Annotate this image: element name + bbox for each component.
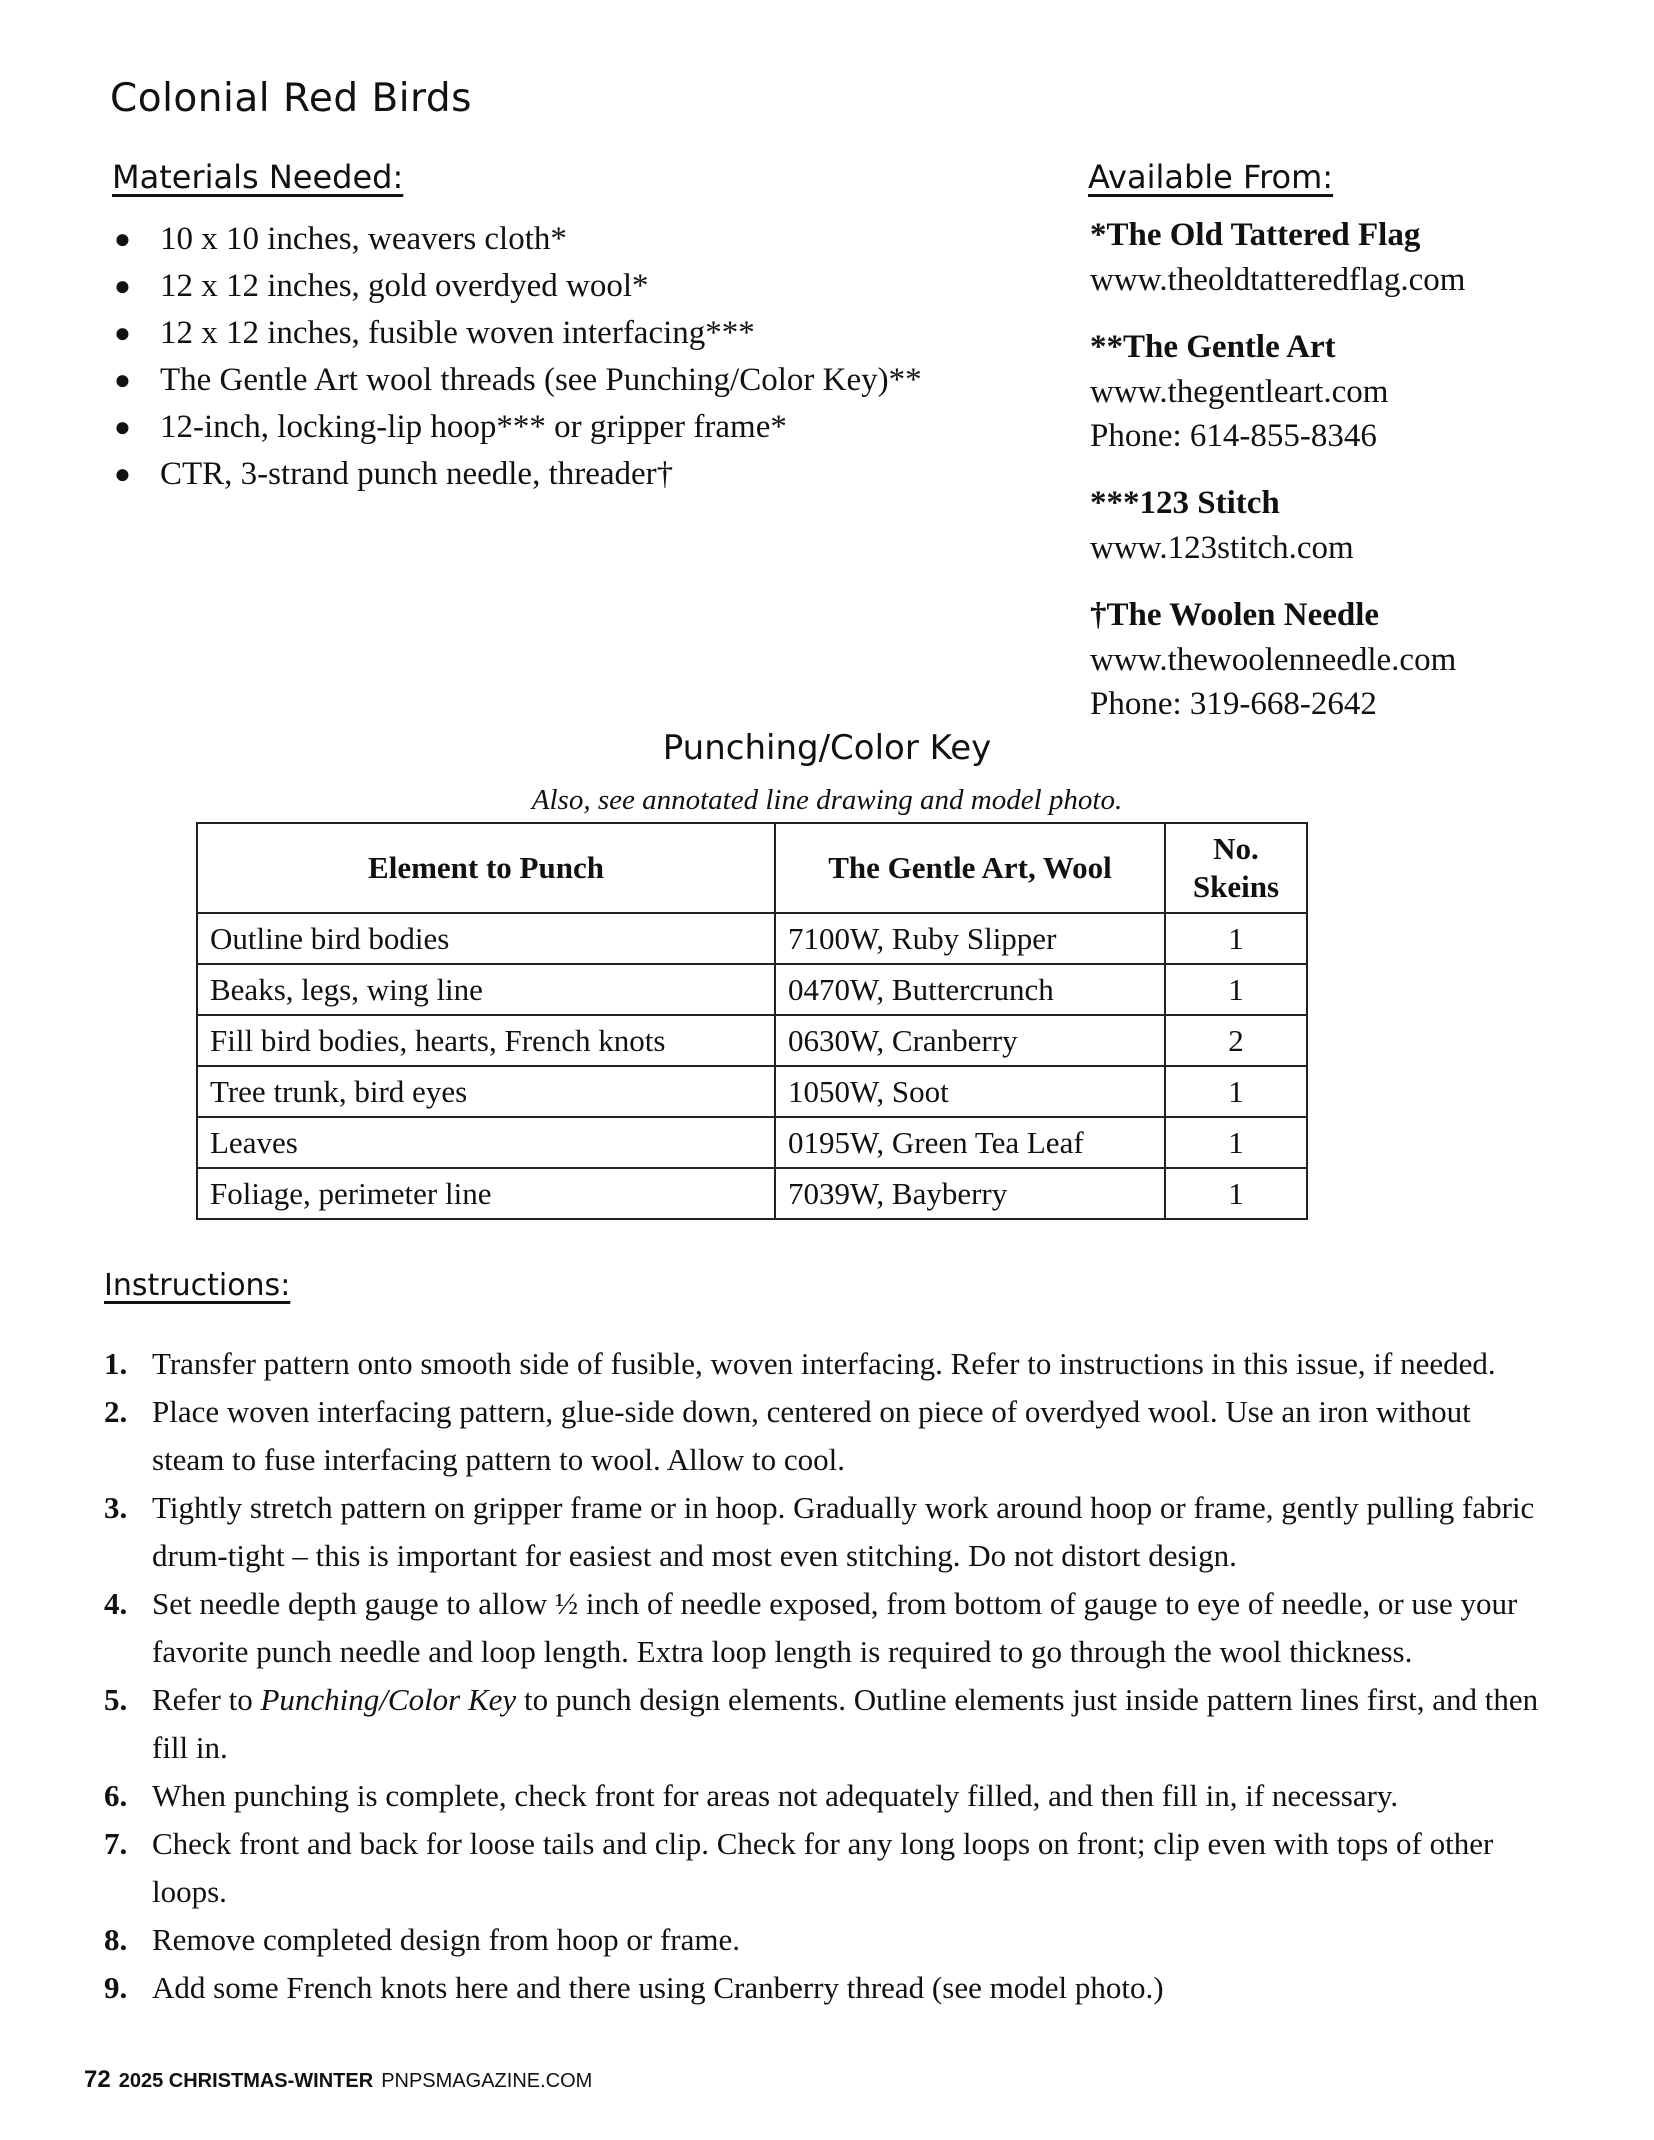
wool-cell: 0195W, Green Tea Leaf (775, 1117, 1165, 1168)
table-header-row (197, 823, 1307, 913)
materials-heading: Materials Needed: (112, 158, 404, 196)
vendor-name: ***123 Stitch (1090, 485, 1280, 521)
step-number: 7. (104, 1826, 128, 1861)
skeins-cell: 1 (1165, 964, 1307, 1015)
instruction-step (104, 1772, 1544, 1820)
available-heading: Available From: (1088, 158, 1334, 196)
table-row (197, 964, 1307, 1015)
table-row (197, 1066, 1307, 1117)
materials-list (110, 216, 922, 498)
materials-item: ● CTR, 3-strand punch needle, threader† (110, 451, 922, 498)
step-number: 8. (104, 1922, 128, 1957)
bullet-icon: ● (114, 271, 131, 302)
element-cell: Leaves (197, 1117, 775, 1168)
step-number: 2. (104, 1394, 128, 1429)
step-number: 4. (104, 1586, 128, 1621)
materials-item: ● 12 x 12 inches, gold overdyed wool* (110, 263, 922, 310)
wool-cell: 7100W, Ruby Slipper (775, 913, 1165, 964)
column-header-wool: The Gentle Art, Wool (775, 823, 1165, 913)
vendor-name: **The Gentle Art (1090, 329, 1336, 365)
wool-cell: 0630W, Cranberry (775, 1015, 1165, 1066)
wool-cell: 0470W, Buttercrunch (775, 964, 1165, 1015)
vendor-phone: Phone: 319-668-2642 (1090, 686, 1377, 722)
column-header-skeins: No. Skeins (1165, 823, 1307, 913)
instruction-step (104, 1676, 1544, 1772)
vendor-website[interactable]: www.theoldtatteredflag.com (1090, 262, 1466, 298)
color-key-table (196, 822, 1308, 1220)
page-title: Colonial Red Birds (110, 76, 472, 121)
step-text: Set needle depth gauge to allow ½ inch of needle exposed, from bottom of gauge to eye of needle, or use your favorite punch needle and loop length. Extra loop length is required to go through the wool thickness. (152, 1586, 1518, 1669)
vendor-gentle-art (1090, 324, 1630, 458)
column-header-element: Element to Punch (197, 823, 775, 913)
step-text: Tightly stretch pattern on gripper frame or in hoop. Gradually work around hoop or frame, gently pulling fabric drum-tight – this is important for easiest and most even stitching. Do not distort design. (152, 1490, 1535, 1573)
step-text-emphasis: Punching/Color Key (260, 1682, 517, 1717)
step-number: 6. (104, 1778, 128, 1813)
vendor-woolen-needle (1090, 592, 1630, 726)
table-row (197, 1015, 1307, 1066)
materials-item: ● 10 x 10 inches, weavers cloth* (110, 216, 922, 263)
step-text: When punching is complete, check front for areas not adequately filled, and then fill in, if necessary. (152, 1778, 1399, 1813)
step-number: 1. (104, 1346, 128, 1381)
step-text-pre: Refer to (152, 1682, 261, 1717)
instruction-step (104, 1916, 1544, 1964)
element-cell: Foliage, perimeter line (197, 1168, 775, 1219)
element-cell: Beaks, legs, wing line (197, 964, 775, 1015)
element-cell: Tree trunk, bird eyes (197, 1066, 775, 1117)
step-text: Add some French knots here and there using Cranberry thread (see model photo.) (152, 1970, 1164, 2005)
materials-item: ● 12 x 12 inches, fusible woven interfacing*** (110, 310, 922, 357)
instruction-step (104, 1964, 1544, 2012)
page-footer (84, 2066, 592, 2094)
element-cell: Fill bird bodies, hearts, French knots (197, 1015, 775, 1066)
table-row (197, 1117, 1307, 1168)
instructions-heading: Instructions: (104, 1268, 291, 1303)
instruction-step (104, 1388, 1544, 1484)
skeins-cell: 1 (1165, 1168, 1307, 1219)
bullet-icon: ● (114, 459, 131, 490)
vendor-website[interactable]: www.thegentleart.com (1090, 374, 1389, 410)
website-label[interactable]: PNPSMAGAZINE.COM (381, 2070, 593, 2092)
skeins-cell: 1 (1165, 1066, 1307, 1117)
wool-cell: 1050W, Soot (775, 1066, 1165, 1117)
instructions-list (104, 1340, 1544, 2012)
color-key-heading: Punching/Color Key (662, 728, 992, 768)
step-text-post: to punch design elements. Outline elements just inside pattern lines first, and then fill in. (152, 1682, 1539, 1765)
step-number: 3. (104, 1490, 128, 1525)
instruction-step (104, 1580, 1544, 1676)
skeins-cell: 2 (1165, 1015, 1307, 1066)
bullet-icon: ● (114, 412, 131, 443)
instruction-step (104, 1484, 1544, 1580)
bullet-icon: ● (114, 365, 131, 396)
wool-cell: 7039W, Bayberry (775, 1168, 1165, 1219)
step-text: Place woven interfacing pattern, glue-side down, centered on piece of overdyed wool. Use an iron without steam to fuse interfacing pattern to wool. Allow to cool. (152, 1394, 1471, 1477)
step-number: 9. (104, 1970, 128, 2005)
vendor-phone: Phone: 614-855-8346 (1090, 418, 1377, 454)
instruction-step (104, 1820, 1544, 1916)
vendor-name: †The Woolen Needle (1090, 597, 1380, 633)
page-number: 72 (84, 2066, 111, 2093)
instruction-step (104, 1340, 1544, 1388)
vendor-website[interactable]: www.thewoolenneedle.com (1090, 642, 1457, 678)
vendor-list (1090, 212, 1630, 748)
skeins-cell: 1 (1165, 1117, 1307, 1168)
element-cell: Outline bird bodies (197, 913, 775, 964)
vendor-old-tattered-flag (1090, 212, 1630, 302)
materials-item: ● The Gentle Art wool threads (see Punching/Color Key)** (110, 357, 922, 404)
vendor-name: *The Old Tattered Flag (1090, 217, 1421, 253)
step-number: 5. (104, 1682, 128, 1717)
vendor-website[interactable]: www.123stitch.com (1090, 530, 1354, 566)
vendor-123-stitch (1090, 480, 1630, 570)
table-row (197, 1168, 1307, 1219)
skeins-cell: 1 (1165, 913, 1307, 964)
step-text: Remove completed design from hoop or frame. (152, 1922, 740, 1957)
color-key-subtitle: Also, see annotated line drawing and model photo. (531, 784, 1123, 816)
table-row (197, 913, 1307, 964)
bullet-icon: ● (114, 318, 131, 349)
bullet-icon: ● (114, 224, 131, 255)
issue-label: 2025 CHRISTMAS-WINTER (118, 2070, 374, 2092)
materials-item: ● 12-inch, locking-lip hoop*** or gripper frame* (110, 404, 922, 451)
step-text: Transfer pattern onto smooth side of fusible, woven interfacing. Refer to instructions in this issue, if needed. (152, 1346, 1496, 1381)
step-text: Check front and back for loose tails and clip. Check for any long loops on front; clip even with tops of other loops. (152, 1826, 1494, 1909)
